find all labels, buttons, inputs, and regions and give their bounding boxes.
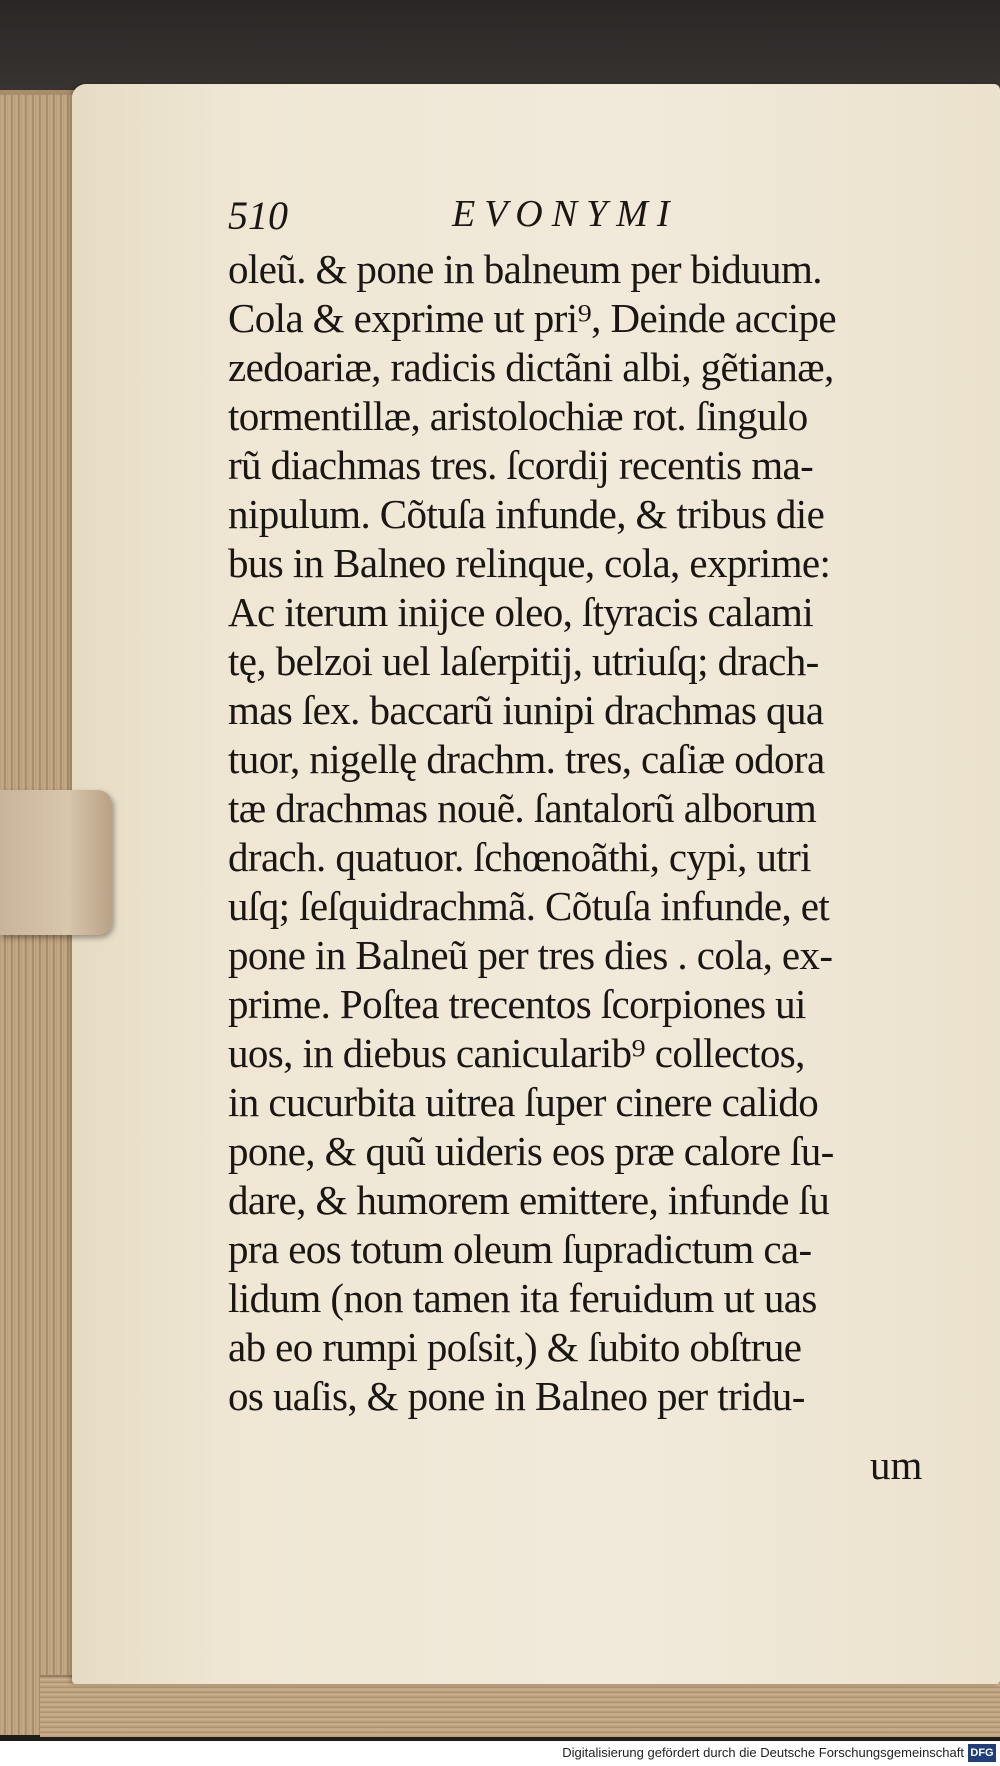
text-line: dare, & humorem emittere, infunde ſu — [228, 1177, 830, 1223]
text-line: pone, & quũ uideris eos præ calore ſu- — [228, 1128, 834, 1174]
text-line: drach. quatuor. ſchœnoãthi, cypi, utri — [228, 834, 811, 880]
bottom-page-edges — [40, 1675, 1000, 1737]
text-line: zedoariæ, radicis dictãni albi, gẽtianæ, — [228, 344, 834, 390]
text-line: uſq; ſeſquidrachmã. Cõtuſa infunde, et — [228, 883, 830, 929]
text-line: ab eo rumpi poſsit,) & ſubito obſtrue — [228, 1324, 802, 1370]
catchword: um — [870, 1442, 923, 1488]
text-line: lidum (non tamen ita feruidum ut uas — [228, 1275, 817, 1321]
page-number: 510 — [228, 193, 288, 238]
text-line: prime. Poſtea trecentos ſcorpiones ui — [228, 981, 806, 1027]
text-line: uos, in diebus canicularib⁹ collectos, — [228, 1030, 805, 1076]
digitization-credit-bar — [0, 1741, 1000, 1766]
text-line: tę, belzoi uel laſerpitij, utriuſq; drach- — [228, 638, 819, 684]
credit-text: Digitalisierung gefördert durch die Deutsche Forschungsgemeinschaft — [562, 1745, 964, 1760]
text-line: oleũ. & pone in balneum per biduum. — [228, 246, 822, 292]
text-line: rũ diachmas tres. ſcordij recentis ma- — [228, 442, 814, 488]
text-line: Ac iterum inijce oleo, ſtyracis calami — [228, 589, 814, 635]
body-text — [228, 245, 928, 1421]
text-line: tormentillæ, aristolochiæ rot. ſingulo — [228, 393, 808, 439]
text-line: pone in Balneũ per tres dies . cola, ex- — [228, 932, 833, 978]
running-title: EVONYMI — [452, 193, 679, 235]
text-line: tæ drachmas nouẽ. ſantalorũ alborum — [228, 785, 817, 831]
dfg-logo: DFG — [968, 1744, 996, 1762]
text-line: pra eos totum oleum ſupradictum ca- — [228, 1226, 812, 1272]
text-line: in cucurbita uitrea ſuper cinere calido — [228, 1079, 819, 1125]
text-line: os uaſis, & pone in Balneo per tridu- — [228, 1373, 805, 1419]
text-line: nipulum. Cõtuſa infunde, & tribus die — [228, 491, 825, 537]
text-line: mas ſex. baccarũ iunipi drachmas qua — [228, 687, 824, 733]
text-line: tuor, nigellę drachm. tres, caſiæ odora — [228, 736, 825, 782]
text-line: bus in Balneo relinque, cola, exprime: — [228, 540, 831, 586]
running-head — [228, 192, 868, 238]
bookmark-tab — [0, 790, 112, 935]
text-line: Cola & exprime ut pri⁹, Deinde accipe — [228, 295, 837, 341]
